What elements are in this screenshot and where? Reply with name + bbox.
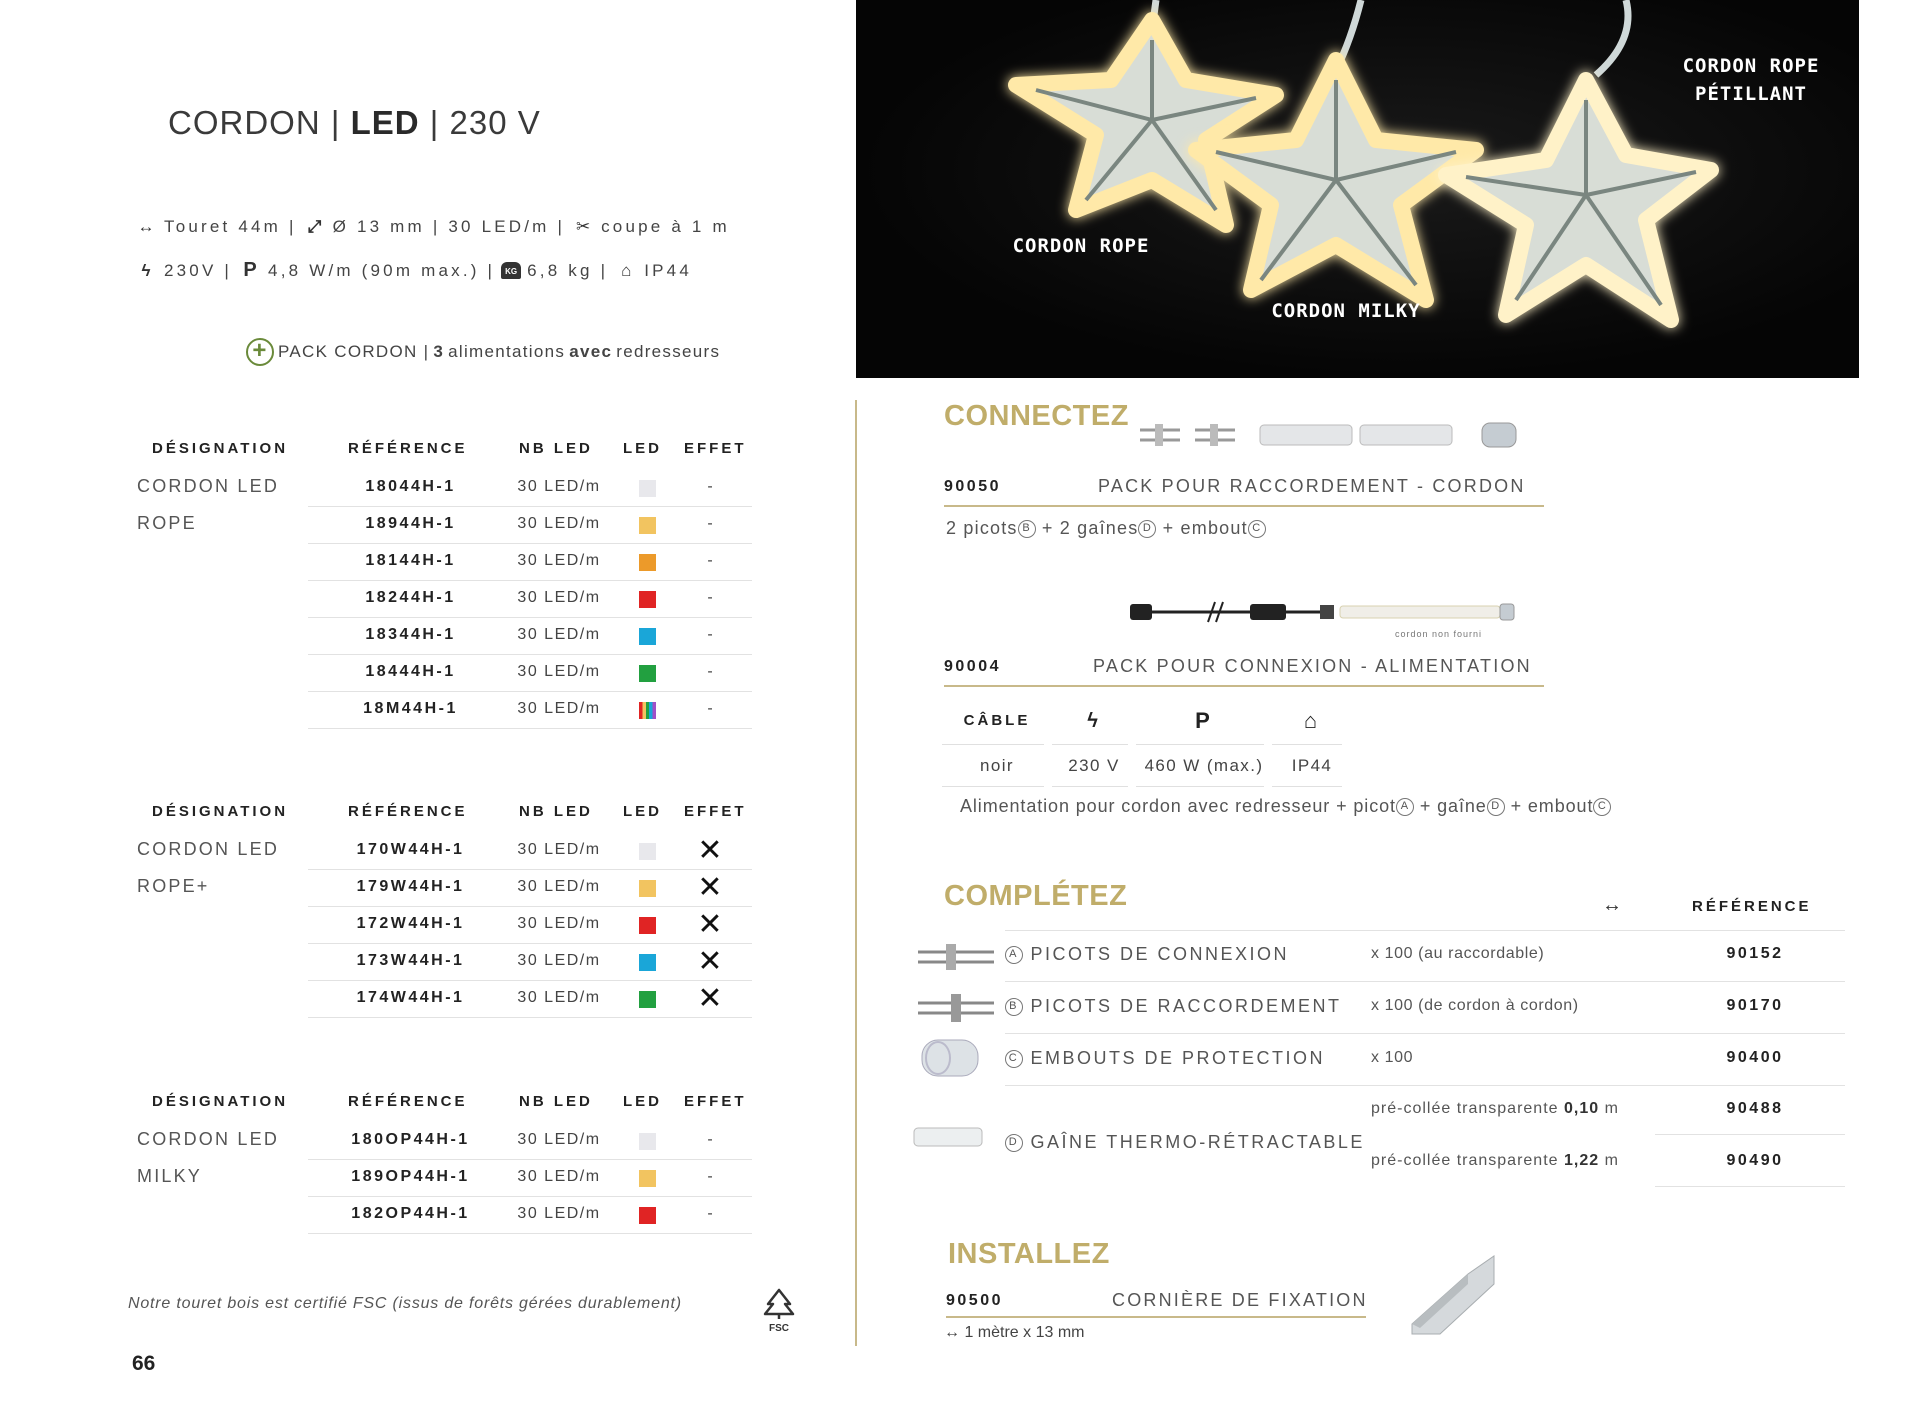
lightning-icon: ϟ [141, 260, 151, 280]
row-effet: - [707, 552, 713, 569]
spec-voltage: 230V | [164, 260, 233, 280]
row-reference: 173W44H-1 [356, 952, 465, 969]
row-effet: - [707, 515, 713, 532]
specs-line-1 [134, 217, 730, 237]
row-effet: - [707, 700, 713, 717]
item-90050-line [944, 505, 1544, 507]
row-nb-led: 30 LED/m [517, 515, 601, 532]
designation-line-1: CORDON LED [137, 839, 280, 859]
row-led-color [622, 554, 672, 572]
fsc-tree-icon [760, 1288, 798, 1334]
weight-icon: KG [501, 262, 521, 279]
led-color-swatch [639, 917, 656, 934]
twinkle-effect-icon: ✕ [697, 982, 723, 1015]
lightning-icon: ϟ [1087, 710, 1101, 732]
row-reference: 179W44H-1 [356, 878, 465, 895]
diameter-arrow-icon: ⤢ [307, 217, 322, 236]
header-nb-led: NB LED [519, 1093, 593, 1110]
header-effet: EFFET [684, 440, 747, 457]
led-color-swatch [639, 880, 656, 897]
row-nb-led: 30 LED/m [517, 989, 601, 1006]
section-completez-title: COMPLÉTEZ [944, 880, 1128, 912]
item-90500-ref: 90500 [946, 1292, 1003, 1309]
row-effet: - [707, 589, 713, 606]
row-effet: - [707, 626, 713, 643]
led-color-swatch [639, 1170, 656, 1187]
row-led-color [622, 880, 672, 898]
cordon-note: cordon non fourni [1395, 629, 1483, 639]
item-90004-name: PACK POUR CONNEXION - ALIMENTATION [1093, 656, 1532, 676]
row-reference: 18444H-1 [365, 663, 456, 680]
gaine-icon [910, 1124, 986, 1155]
spec-power: 4,8 W/m (90m max.) | [268, 260, 496, 280]
table-row [132, 544, 762, 581]
product-table [132, 793, 762, 1018]
row-led-color [622, 591, 672, 609]
spec-value-volt: 230 V [1068, 756, 1120, 775]
row-led-color [622, 843, 672, 861]
page-title: CORDON | LED | 230 V [168, 104, 541, 141]
scissors-icon: ✂ [575, 217, 591, 236]
header-designation: DÉSIGNATION [152, 803, 289, 820]
section-installez-title: INSTALLEZ [948, 1238, 1110, 1270]
section-connectez-title: CONNECTEZ [944, 400, 1129, 432]
header-designation: DÉSIGNATION [152, 1093, 289, 1110]
fsc-logo-text: FSC [769, 1323, 789, 1334]
header-reference: RÉFÉRENCE [348, 440, 468, 457]
embout-icon [918, 1036, 982, 1085]
row-reference: 180OP44H-1 [351, 1131, 470, 1148]
row-led-color [622, 628, 672, 646]
row-reference: 189OP44H-1 [351, 1168, 470, 1185]
row-nb-led: 30 LED/m [517, 841, 601, 858]
label-milky: CORDON MILKY [1271, 300, 1421, 322]
completez-item-ref: 90152 [1726, 945, 1784, 962]
led-color-swatch [639, 665, 656, 682]
row-nb-led: 30 LED/m [517, 878, 601, 895]
row-reference: 18044H-1 [365, 478, 456, 495]
gaine-name: D GAÎNE THERMO-RÉTRACTABLE [1005, 1132, 1365, 1153]
designation-line-1: CORDON LED [137, 476, 280, 496]
header-reference: RÉFÉRENCE [348, 1093, 468, 1110]
house-icon: ⌂ [621, 260, 632, 280]
led-color-swatch [639, 991, 656, 1008]
house-icon: ⌂ [1303, 708, 1321, 733]
header-effet: EFFET [684, 803, 747, 820]
twinkle-effect-icon: ✕ [697, 908, 723, 941]
item-90004-line [944, 685, 1544, 687]
row-nb-led: 30 LED/m [517, 663, 601, 680]
table-row [132, 833, 762, 870]
row-reference: 18244H-1 [365, 589, 456, 606]
designation-line-2: ROPE+ [137, 876, 210, 896]
table-row [132, 507, 762, 544]
label-rope: CORDON ROPE [1012, 235, 1150, 257]
completez-row [1005, 930, 1845, 982]
table-row [132, 1123, 762, 1160]
header-reference: RÉFÉRENCE [348, 803, 468, 820]
gaine-option-2-ref: 90490 [1726, 1152, 1784, 1169]
arrows-horizontal-icon: ↔ [944, 1324, 960, 1341]
row-led-color [622, 991, 672, 1009]
completez-item-qty: x 100 [1371, 1049, 1414, 1066]
row-reference: 172W44H-1 [356, 915, 465, 932]
completez-item-name: A PICOTS DE CONNEXION [1005, 944, 1289, 965]
gaine-option-1: pré-collée transparente 0,10 m [1371, 1100, 1619, 1117]
row-effet: - [707, 1131, 713, 1148]
item-90500-line [946, 1316, 1366, 1318]
row-led-color [622, 702, 672, 720]
gaine-option-2: pré-collée transparente 1,22 m [1371, 1152, 1619, 1169]
spec-header-cable: CÂBLE [963, 712, 1031, 729]
spec-value-power: 460 W (max.) [1144, 756, 1264, 775]
item-90004-ref: 90004 [944, 658, 1001, 675]
fsc-note: Notre touret bois est certifié FSC (issus de forêts gérées durablement) [128, 1295, 682, 1312]
product-table [132, 430, 762, 729]
led-color-swatch [639, 591, 656, 608]
table-header [132, 430, 762, 470]
row-led-color [622, 1133, 672, 1151]
pack-cordon-note: + PACK CORDON | 3 alimentations avec redresseurs [246, 338, 720, 366]
specs-line-2 [134, 259, 692, 282]
row-reference: 174W44H-1 [356, 989, 465, 1006]
item-90050-name: PACK POUR RACCORDEMENT - CORDON [1098, 476, 1526, 496]
ref-header: RÉFÉRENCE [1692, 898, 1812, 915]
row-reference: 170W44H-1 [356, 841, 465, 858]
row-led-color [622, 917, 672, 935]
led-color-swatch [639, 628, 656, 645]
completez-item-qty: x 100 (au raccordable) [1371, 945, 1545, 962]
table-header [132, 793, 762, 833]
spec-weight: 6,8 kg | [527, 260, 609, 280]
row-nb-led: 30 LED/m [517, 589, 601, 606]
header-led: LED [623, 803, 662, 820]
twinkle-effect-icon: ✕ [697, 834, 723, 867]
connectors-illustration [1140, 418, 1520, 457]
completez-item-ref: 90400 [1726, 1049, 1784, 1066]
row-nb-led: 30 LED/m [517, 700, 601, 717]
completez-item-name: C EMBOUTS DE PROTECTION [1005, 1048, 1325, 1069]
spec-header-power: P [1195, 708, 1213, 733]
led-color-swatch [639, 843, 656, 860]
product-photo [856, 0, 1859, 378]
header-led: LED [623, 1093, 662, 1110]
row-nb-led: 30 LED/m [517, 915, 601, 932]
row-reference: 182OP44H-1 [351, 1205, 470, 1222]
row-reference: 18344H-1 [365, 626, 456, 643]
led-color-swatch [639, 1207, 656, 1224]
led-color-swatch [639, 517, 656, 534]
led-color-swatch [639, 1133, 656, 1150]
row-effet: - [707, 663, 713, 680]
row-nb-led: 30 LED/m [517, 1205, 601, 1222]
row-effet: - [707, 478, 713, 495]
row-nb-led: 30 LED/m [517, 952, 601, 969]
gaine-option-1-ref: 90488 [1726, 1100, 1784, 1117]
picot-raccordement-icon [918, 992, 994, 1029]
header-nb-led: NB LED [519, 803, 593, 820]
completez-row [1005, 982, 1845, 1034]
row-led-color [622, 1170, 672, 1188]
led-color-swatch [639, 480, 656, 497]
designation-line-2: MILKY [137, 1166, 203, 1186]
table-row [132, 981, 762, 1018]
row-led-color [622, 517, 672, 535]
spec-touret: Touret 44m | [164, 217, 297, 236]
spec-coupe: coupe à 1 m [601, 217, 730, 236]
table-row [132, 581, 762, 618]
row-nb-led: 30 LED/m [517, 1131, 601, 1148]
corniere-illustration [1408, 1254, 1498, 1345]
table-row [132, 655, 762, 692]
spec-value-ip: IP44 [1291, 756, 1333, 775]
designation-line-1: CORDON LED [137, 1129, 280, 1149]
row-effet: - [707, 1205, 713, 1222]
item-90050-ref: 90050 [944, 478, 1001, 495]
spec-value-cable: noir [980, 756, 1014, 775]
header-led: LED [623, 440, 662, 457]
item-90500-desc: ↔ 1 mètre x 13 mm [944, 1324, 1085, 1341]
arrows-horizontal-icon: ↔ [137, 217, 155, 236]
alimentation-desc: Alimentation pour cordon avec redresseur + picot A + gaîne D + embout C [960, 796, 1611, 817]
led-color-swatch [639, 702, 656, 719]
picot-connexion-icon [918, 942, 994, 977]
label-rope-petillant: CORDON ROPE PÉTILLANT [1682, 55, 1820, 105]
row-nb-led: 30 LED/m [517, 626, 601, 643]
completez-item-qty: x 100 (de cordon à cordon) [1371, 997, 1579, 1014]
row-reference: 18144H-1 [365, 552, 456, 569]
table-row [132, 1160, 762, 1197]
row-effet: - [707, 1168, 713, 1185]
table-row [132, 1197, 762, 1234]
row-led-color [622, 1207, 672, 1225]
row-reference: 18M44H-1 [363, 700, 458, 717]
power-icon: P [243, 259, 257, 281]
row-nb-led: 30 LED/m [517, 552, 601, 569]
item-90050-desc: 2 picots B + 2 gaînes D + embout C [946, 518, 1266, 539]
led-color-swatch [639, 554, 656, 571]
arrows-horizontal-icon: ↔ [1602, 894, 1622, 916]
led-color-swatch [639, 954, 656, 971]
twinkle-effect-icon: ✕ [697, 945, 723, 978]
table-row [132, 944, 762, 981]
table-row [132, 692, 762, 729]
completez-item-ref: 90170 [1726, 997, 1784, 1014]
row-nb-led: 30 LED/m [517, 1168, 601, 1185]
completez-item-name: B PICOTS DE RACCORDEMENT [1005, 996, 1342, 1017]
row-led-color [622, 480, 672, 498]
completez-row [1005, 1034, 1845, 1086]
twinkle-effect-icon: ✕ [697, 871, 723, 904]
table-header [132, 1083, 762, 1123]
spec-ip: IP44 [644, 260, 692, 280]
row-reference: 18944H-1 [365, 515, 456, 532]
table-row [132, 470, 762, 507]
page-number: 66 [132, 1352, 156, 1375]
product-table [132, 1083, 762, 1234]
header-nb-led: NB LED [519, 440, 593, 457]
page-divider [855, 400, 857, 1346]
row-led-color [622, 665, 672, 683]
row-led-color [622, 954, 672, 972]
plus-circle-icon: + [246, 338, 274, 366]
table-row [132, 618, 762, 655]
row-nb-led: 30 LED/m [517, 478, 601, 495]
spec-diameter: Ø 13 mm | 30 LED/m | [332, 217, 566, 236]
table-row [132, 870, 762, 907]
table-row [132, 907, 762, 944]
header-effet: EFFET [684, 1093, 747, 1110]
header-designation: DÉSIGNATION [152, 440, 289, 457]
item-90500-name: CORNIÈRE DE FIXATION [1112, 1290, 1368, 1310]
designation-line-2: ROPE [137, 513, 197, 533]
